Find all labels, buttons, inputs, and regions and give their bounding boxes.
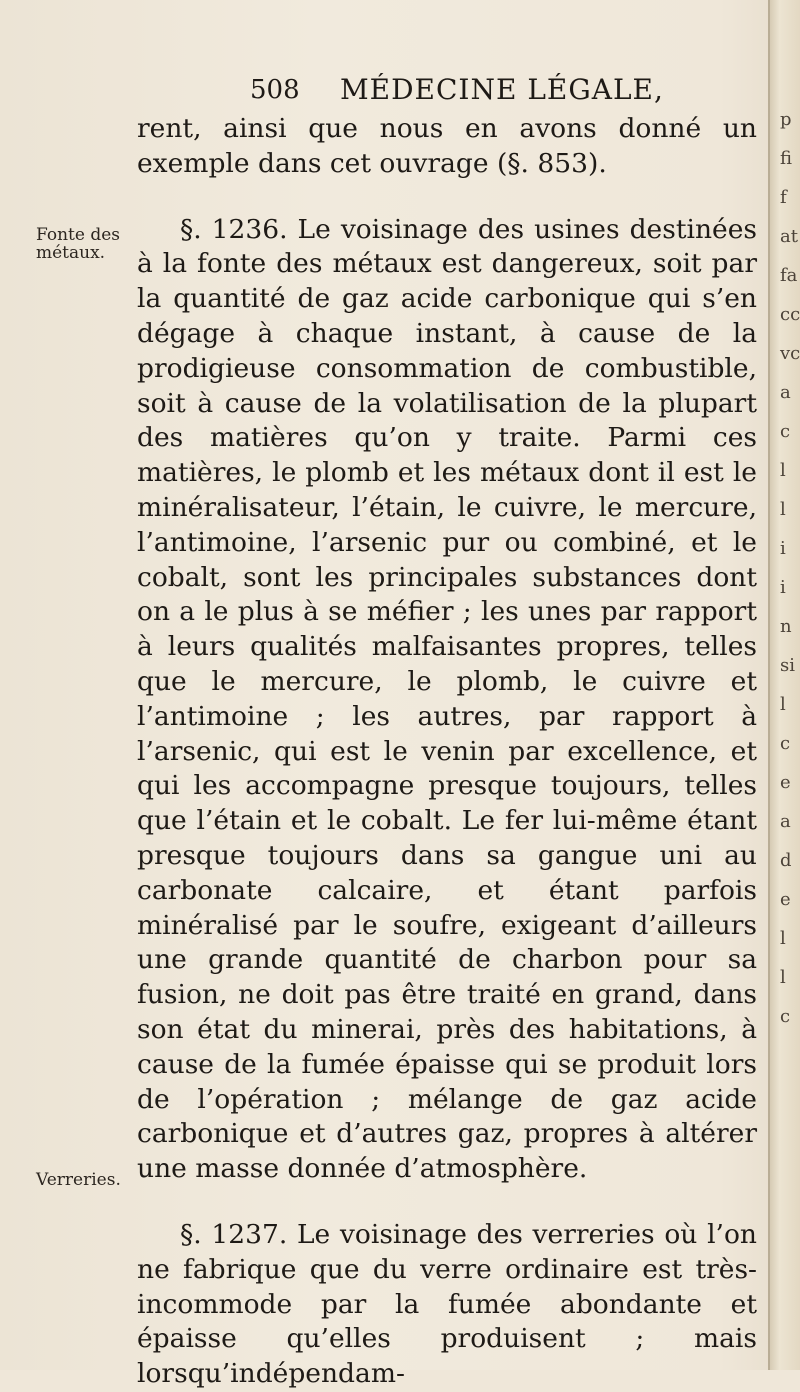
facing-page-letter: d	[780, 850, 792, 871]
body-text	[137, 112, 757, 1392]
facing-page-letter: i	[780, 577, 786, 598]
facing-page-letter: l	[780, 967, 786, 988]
facing-page-letters	[780, 100, 800, 1036]
running-title: MÉDECINE LÉGALE,	[340, 73, 664, 106]
facing-page-letter: cc	[780, 304, 800, 325]
facing-page-letter: a	[780, 811, 791, 832]
facing-page-letter: l	[780, 460, 786, 481]
facing-page-letter: vc	[780, 343, 800, 364]
facing-page-letter: p	[780, 109, 792, 130]
facing-page-letter: c	[780, 421, 791, 442]
paragraph-1236: §. 1236. Le voisinage des usines destinées à la fonte des métaux est dangereux, soit par la quantité de gaz acide carbonique qui s’en dégage à chaque instant, à cause de la prodigieuse consommation de combustible, soit à cause de la volatilisation de la plupart des matières qu’on y traite. Parmi ces matières, le plomb et les métaux dont il est le minéralisateur, l’étain, le cuivre, le mercure, l’antimoine, l’arsenic pur ou combiné, et le cobalt, sont les principales substances dont on a le plus à se méfier ; les unes par rapport à leurs qualités malfaisantes propres, telles que le mercure, le plomb, le cuivre et l’antimoine ; les autres, par rapport à l’arsenic, qui est le venin par excellence, et qui les accompagne presque toujours, telles que l’étain et le cobalt. Le fer lui-même étant presque toujours dans sa gangue uni au carbonate calcaire, et étant parfois minéralisé par le soufre, exigeant d’ailleurs une grande quantité de charbon pour sa fusion, ne doit pas être traité en grand, dans son état du minerai, près des habitations, à cause de la fumée épaisse qui se produit lors de l’opération ; mélange de gaz acide carbonique et d’autres gaz, propres à altérer une masse donnée d’atmosphère.	[137, 213, 757, 1185]
facing-page-letter: fa	[780, 265, 798, 286]
margin-note-verreries: Verreries.	[36, 1170, 121, 1190]
facing-page-letter: a	[780, 382, 791, 403]
facing-page-edge	[768, 0, 800, 1370]
facing-page-letter: c	[780, 1006, 791, 1027]
facing-page-letter: e	[780, 889, 791, 910]
facing-page-letter: l	[780, 694, 786, 715]
paragraph-continuation: rent, ainsi que nous en avons donné un exemple dans cet ouvrage (§. 853).	[137, 113, 757, 179]
margin-note-fonte-des-metaux: Fonte des métaux.	[36, 225, 121, 263]
facing-page-letter: l	[780, 499, 786, 520]
facing-page-letter: c	[780, 733, 791, 754]
facing-page-letter: f	[780, 187, 787, 208]
facing-page-letter: si	[780, 655, 795, 676]
page-number: 508	[250, 75, 300, 105]
page-header	[250, 72, 670, 108]
facing-page-letter: fi	[780, 148, 793, 169]
facing-page-letter: e	[780, 772, 791, 793]
paragraph-1237: §. 1237. Le voisinage des verreries où l’on ne fabrique que du verre ordinaire est très-incommode par la fumée abondante et épaisse qu’elles produisent ; mais lorsqu’indépendam-	[137, 1218, 757, 1390]
facing-page-letter: i	[780, 538, 786, 559]
facing-page-letter: at	[780, 226, 798, 247]
facing-page-letter: n	[780, 616, 792, 637]
facing-page-letter: l	[780, 928, 786, 949]
